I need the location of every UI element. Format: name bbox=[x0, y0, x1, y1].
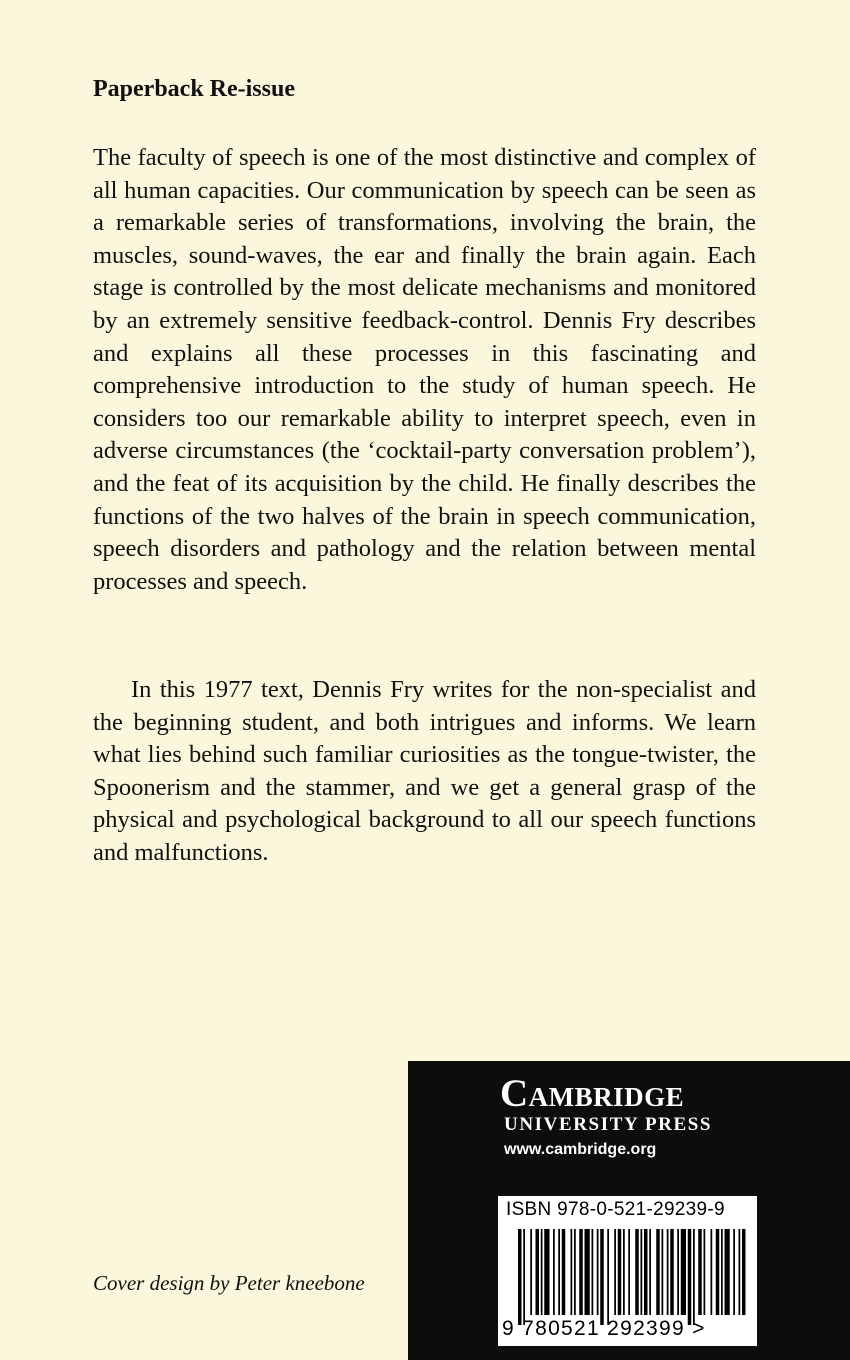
description-paragraph-1: The faculty of speech is one of the most distinctive and complex of all human capacities. Our communication by speech can be seen as a remarkable series of transformations, involving the brain, the muscles, sound-waves, the ear and finally the brain again. Each stage is controlled by the most delicate mechanisms and monitored by an extremely sensitive feedback-control. Dennis Fry describes and explains all these processes in this fascinating and comprehensive introduction to the study of human speech. He considers too our remarkable ability to interpret speech, even in adverse circumstances (the ‘cocktail-party conversation problem’), and the feat of its acquisition by the child. He finally describes the functions of the two halves of the brain in speech communication, speech disorders and pathology and the relation between mental processes and speech. bbox=[93, 144, 756, 595]
barcode-box bbox=[498, 1196, 757, 1346]
publisher-url: www.cambridge.org bbox=[504, 1141, 657, 1158]
cover-design-credit: Cover design by Peter kneebone bbox=[93, 1271, 365, 1295]
back-cover-heading: Paperback Re-issue bbox=[93, 76, 295, 102]
publisher-subtitle: UNIVERSITY PRESS bbox=[504, 1114, 713, 1135]
barcode-digits: 9 780521 292399 > bbox=[502, 1317, 706, 1340]
isbn-label: ISBN 978-0-521-29239-9 bbox=[506, 1199, 725, 1220]
publisher-name: Cambridge bbox=[500, 1072, 685, 1115]
description-paragraph-2: In this 1977 text, Dennis Fry writes for the non-specialist and the beginning student, and both intrigues and informs. We learn what lies behind such familiar curiosities as the tongue-twister, the Spoonerism and the stammer, and we get a general grasp of the physical and psychological background to all our speech functions and malfunctions. bbox=[93, 676, 756, 866]
publisher-block bbox=[408, 1061, 850, 1360]
